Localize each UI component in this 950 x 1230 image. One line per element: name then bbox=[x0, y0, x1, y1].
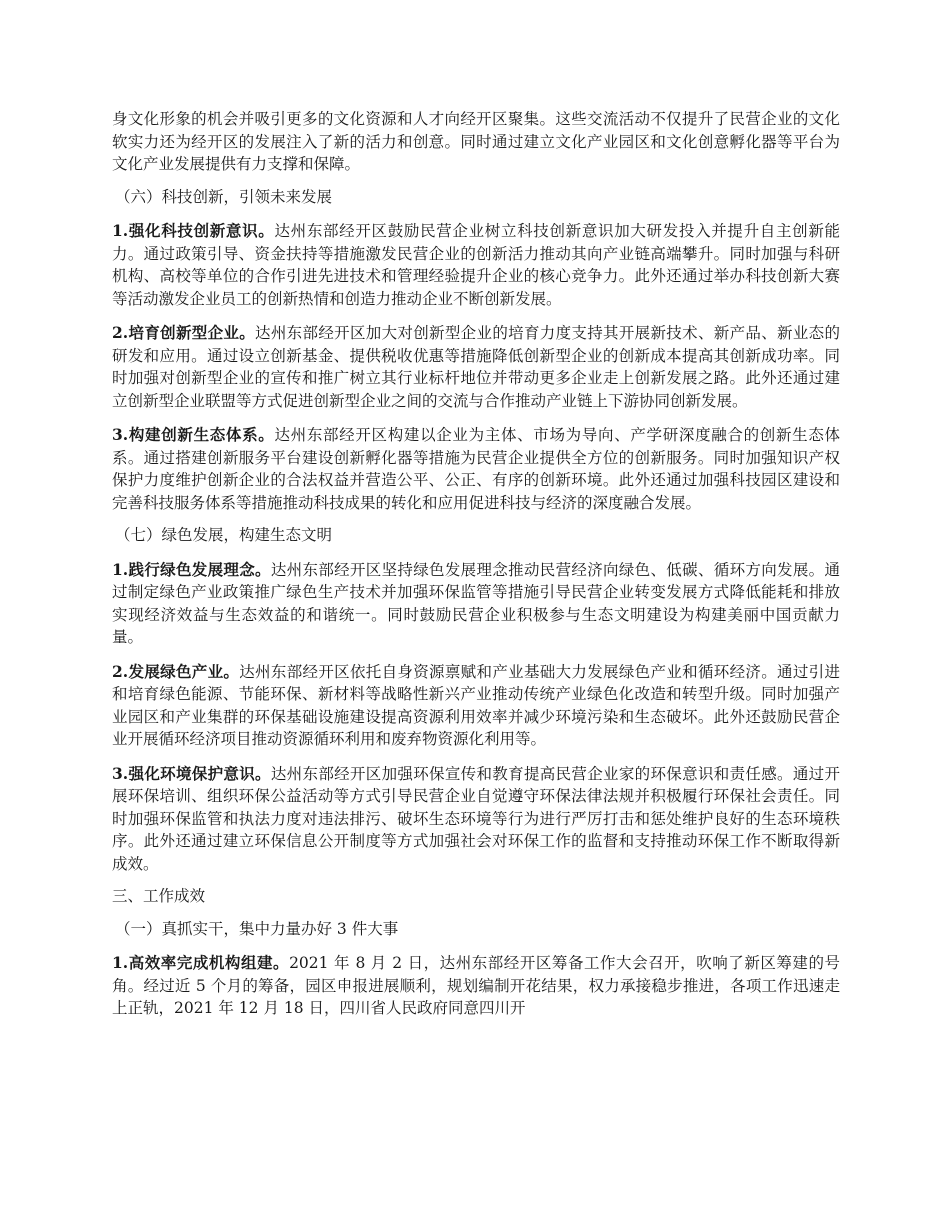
paragraph-body: 达州东部经开区依托自身资源禀赋和产业基础大力发展绿色产业和循环经济。通过引进和培育绿色能源、节能环保、新材料等战略性新兴产业推动传统产业绿色化改造和转型升级。同时加强产业园区和产业集群的环保基础设施建设提高资源利用效率并减少环境污染和生态破坏。此外还鼓励民营企业开展循环经济项目推动资源循环利用和废弃物资源化利用等。 bbox=[112, 662, 840, 748]
paragraph-body: 达州东部经开区坚持绿色发展理念推动民营经济向绿色、低碳、循环方向发展。通过制定绿色产业政策推广绿色生产技术并加强环保监管等措施引导民营企业转变发展方式降低能耗和排放实现经济效益与生态效益的和谐统一。同时鼓励民营企业积极参与生态文明建设为构建美丽中国贡献力量。 bbox=[112, 560, 840, 646]
paragraph-lead: 1.高效率完成机构组建。 bbox=[112, 953, 290, 972]
paragraph-7-2 bbox=[112, 661, 840, 751]
paragraph-lead: 1.践行绿色发展理念。 bbox=[112, 559, 271, 579]
paragraph-7-3 bbox=[112, 763, 840, 876]
section-heading-6: （六）科技创新，引领未来发展 bbox=[115, 187, 333, 206]
intro-paragraph: 身文化形象的机会并吸引更多的文化资源和人才向经开区聚集。这些交流活动不仅提升了民营企业的文化软实力还为经开区的发展注入了新的活力和创意。同时通过建立文化产业园区和文化创意孵化器等平台为文化产业发展提供有力支撑和保障。 bbox=[112, 110, 840, 173]
paragraph-lead: 2.发展绿色产业。 bbox=[112, 661, 240, 681]
document-page bbox=[112, 108, 840, 1020]
paragraph-3-1 bbox=[112, 952, 840, 1020]
paragraph-lead: 2.培育创新型企业。 bbox=[112, 323, 256, 342]
paragraph-7-1 bbox=[112, 559, 840, 649]
section-heading-7: （七）绿色发展，构建生态文明 bbox=[115, 526, 333, 544]
paragraph-6-1 bbox=[112, 220, 840, 310]
paragraph-6-3 bbox=[112, 424, 840, 514]
paragraph-lead: 3.强化环境保护意识。 bbox=[112, 763, 271, 783]
paragraph-body: 达州东部经开区加强环保宣传和教育提高民营企业家的环保意识和责任感。通过开展环保培训、组织环保公益活动等方式引导民营企业自觉遵守环保法律法规并积极履行环保社会责任。同时加强环保监管和执法力度对违法排污、破坏生态环境等行为进行严厉打击和惩处维护良好的生态环境秩序。此外还通过建立环保信息公开制度等方式加强社会对环保工作的监督和支持推动环保工作不断取得新成效。 bbox=[112, 764, 840, 873]
paragraph-body: 达州东部经开区构建以企业为主体、市场为导向、产学研深度融合的创新生态体系。通过搭建创新服务平台建设创新孵化器等措施为民营企业提供全方位的创新服务。同时加强知识产权保护力度维护创新企业的合法权益并营造公平、公正、有序的创新环境。此外还通过加强科技园区建设和完善科技服务体系等措施推动科技成果的转化和应用促进科技与经济的深度融合发展。 bbox=[112, 426, 840, 512]
paragraph-body: 达州东部经开区加大对创新型企业的培育力度支持其开展新技术、新产品、新业态的研发和应用。通过设立创新基金、提供税收优惠等措施降低创新型企业的创新成本提高其创新成功率。同时加强对创新型企业的宣传和推广树立其行业标杆地位并带动更多企业走上创新发展之路。此外还通过建立创新型企业联盟等方式促进创新型企业之间的交流与合作推动产业链上下游协同创新发展。 bbox=[112, 324, 840, 410]
paragraph-lead: 3.构建创新生态体系。 bbox=[112, 425, 275, 444]
paragraph-6-2 bbox=[112, 322, 840, 412]
paragraph-lead: 1.强化科技创新意识。 bbox=[112, 221, 275, 240]
paragraph-body: 2021 年 8 月 2 日，达州东部经开区筹备工作大会召开，吹响了新区筹建的号角。经过近 5 个月的筹备，园区申报进展顺利，规划编制开花结果，权力承接稳步推进，各项工作迅速走上正轨，2021 年 12 月 18 日，四川省人民政府同意四川开 bbox=[112, 954, 840, 1017]
part-heading-3: 三、工作成效 bbox=[112, 887, 206, 905]
subsection-heading-1: （一）真抓实干，集中力量办好 3 件大事 bbox=[115, 919, 399, 938]
paragraph-body: 达州东部经开区鼓励民营企业树立科技创新意识加大研发投入并提升自主创新能力。通过政策引导、资金扶持等措施激发民营企业的创新活力推动其向产业链高端攀升。同时加强与科研机构、高校等单位的合作引进先进技术和管理经验提升企业的核心竞争力。此外还通过举办科技创新大赛等活动激发企业员工的创新热情和创造力推动企业不断创新发展。 bbox=[112, 222, 840, 308]
